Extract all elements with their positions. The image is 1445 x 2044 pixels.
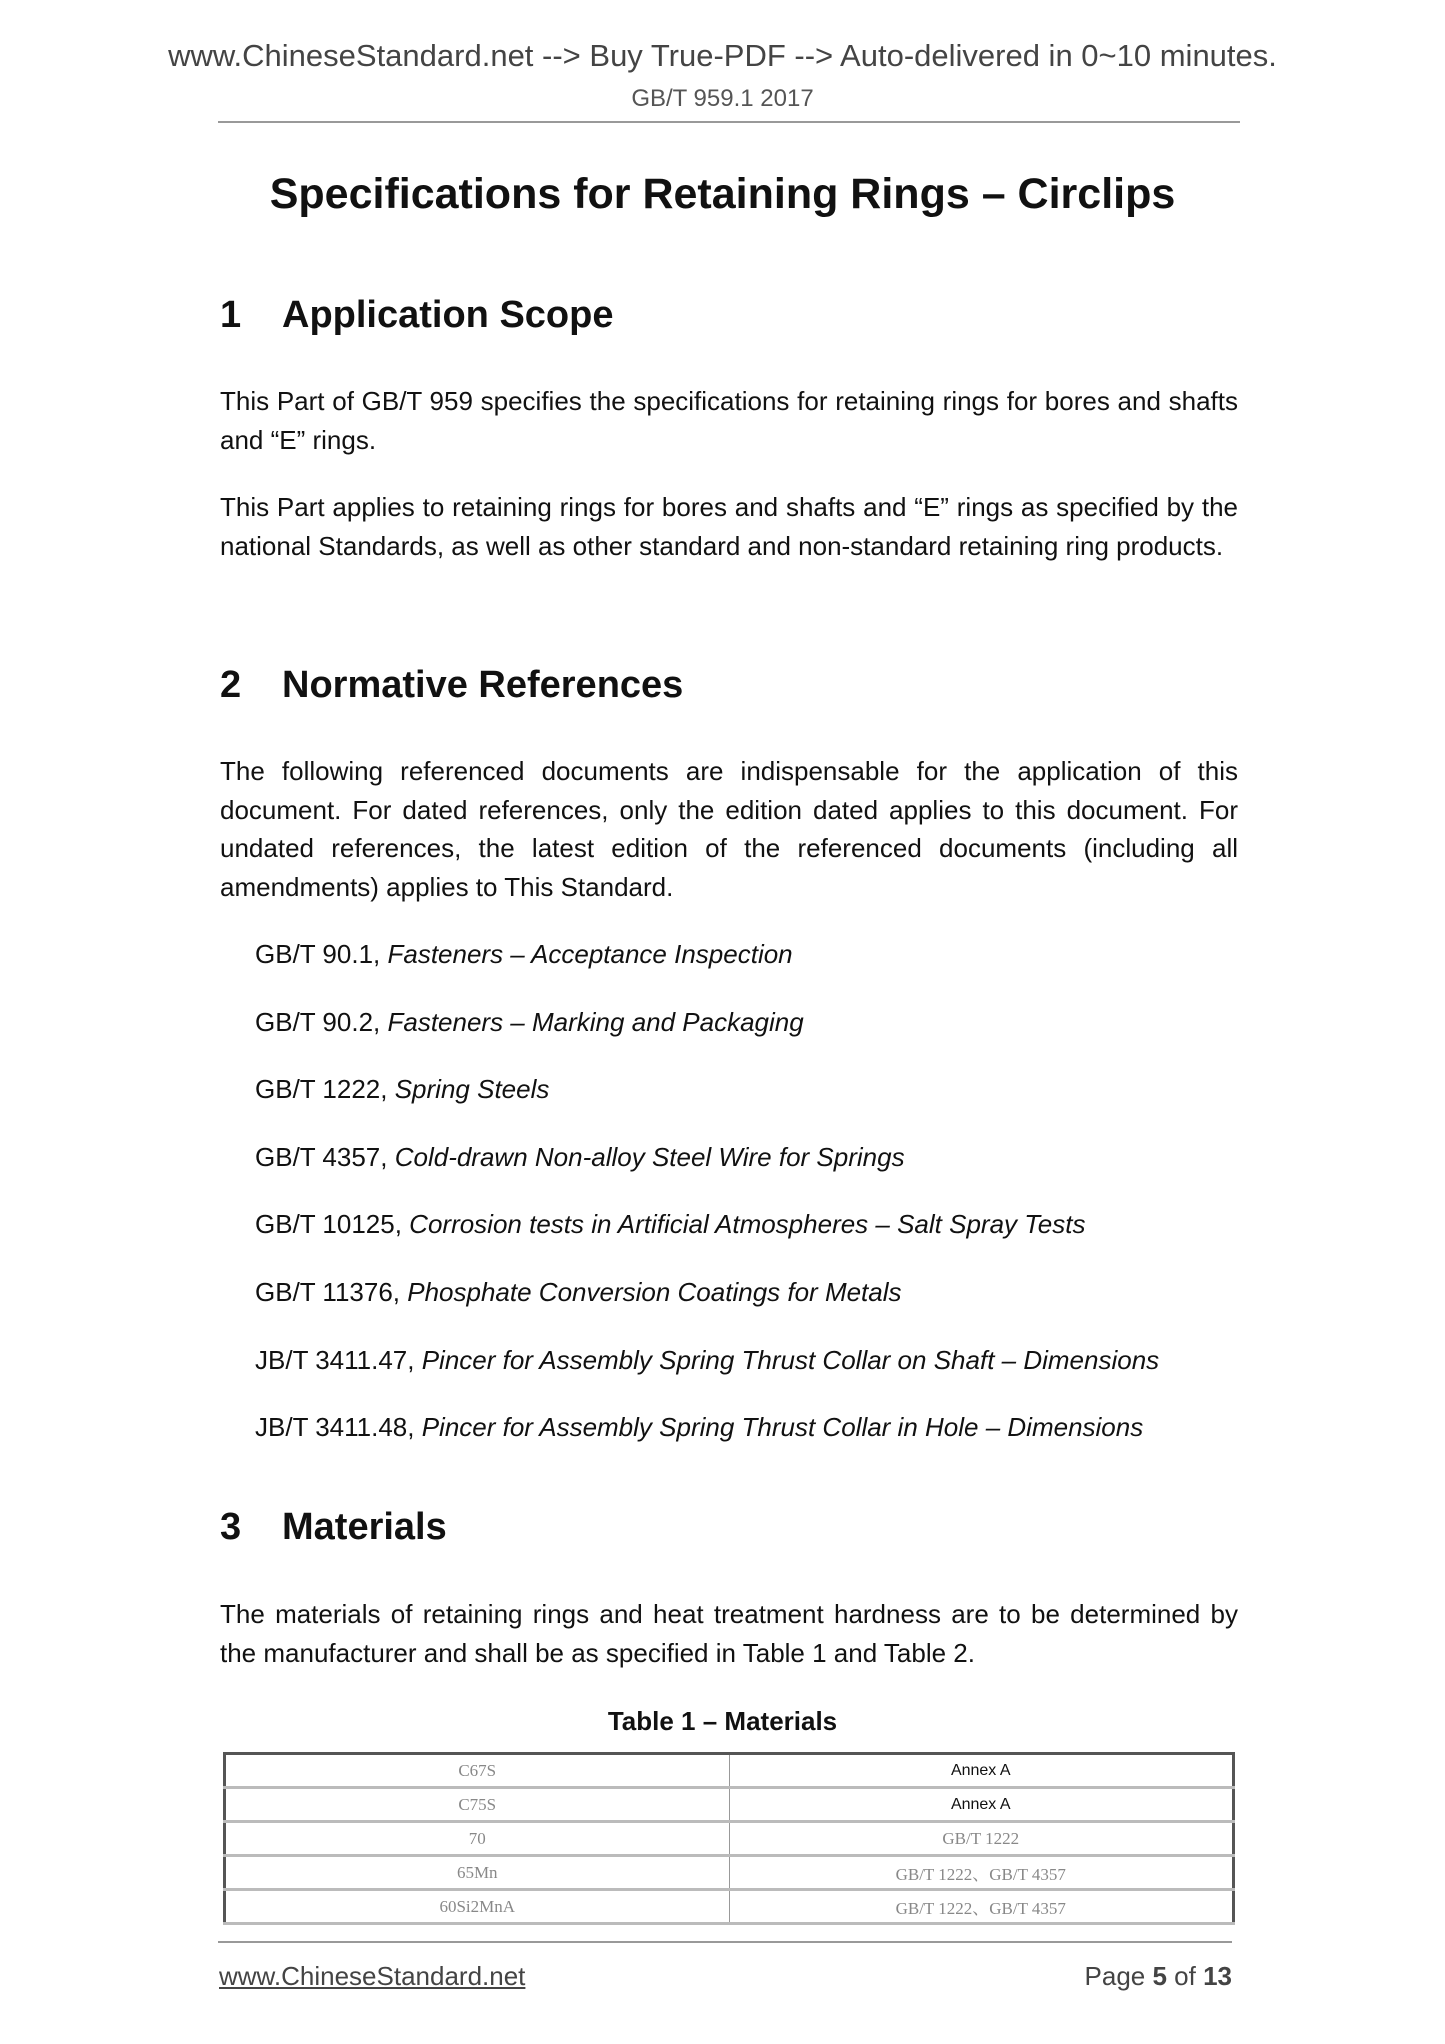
header-banner: www.ChineseStandard.net --> Buy True-PDF --> Auto-delivered in 0~10 minutes.	[168, 38, 1277, 73]
reference-item	[255, 1072, 549, 1106]
section-heading-1	[220, 292, 613, 338]
material-grade-cell: 70	[225, 1822, 730, 1856]
standard-cell: GB/T 1222、GB/T 4357	[729, 1856, 1234, 1890]
footer-site-link[interactable]: www.ChineseStandard.net	[219, 1961, 526, 1991]
section-number: 1	[220, 294, 242, 336]
page-total: 13	[1203, 1961, 1232, 1991]
section-heading-3	[220, 1504, 447, 1550]
reference-title: Fasteners – Acceptance Inspection	[387, 939, 793, 969]
reference-code: GB/T 1222,	[255, 1074, 395, 1105]
page-of: of	[1166, 1961, 1204, 1991]
reference-code: GB/T 90.2,	[255, 1006, 388, 1037]
reference-item	[255, 1343, 1159, 1377]
standard-cell: Annex A	[729, 1788, 1234, 1822]
material-grade-cell: 60Si2MnA	[225, 1890, 730, 1924]
reference-title: Fasteners – Marking and Packaging	[387, 1006, 804, 1037]
material-grade-cell: C67S	[225, 1754, 730, 1788]
reference-code: JB/T 3411.47,	[255, 1344, 422, 1375]
section-title: Application Scope	[282, 294, 614, 336]
paragraph: This Part of GB/T 959 specifies the specifications for retaining rings for bores and shafts and “E” rings.	[220, 386, 1238, 455]
paragraph: The materials of retaining rings and heat treatment hardness are to be determined by the manufacturer and shall be as specified in Table 1 and Table 2.	[220, 1599, 1238, 1668]
materials-table	[223, 1752, 1235, 1925]
page-prefix: Page	[1084, 1961, 1153, 1991]
reference-code: GB/T 90.1,	[255, 939, 388, 969]
section-title: Normative References	[282, 664, 684, 706]
table-row	[225, 1754, 1234, 1788]
reference-code: GB/T 4357,	[255, 1141, 395, 1172]
reference-item	[255, 1207, 1085, 1241]
standard-cell: GB/T 1222	[729, 1822, 1234, 1856]
table-row	[225, 1856, 1234, 1890]
reference-title: Pincer for Assembly Spring Thrust Collar in Hole – Dimensions	[421, 1412, 1144, 1443]
reference-item	[255, 1140, 905, 1174]
page-number: 5	[1152, 1961, 1167, 1991]
material-grade-cell: C75S	[225, 1788, 730, 1822]
header-divider	[218, 121, 1240, 123]
section-number: 3	[220, 1506, 242, 1548]
material-grade-cell: 65Mn	[225, 1856, 730, 1890]
footer-link[interactable]	[219, 1958, 525, 1994]
reference-item	[255, 937, 793, 971]
reference-title: Corrosion tests in Artificial Atmospheres – Salt Spray Tests	[409, 1209, 1086, 1240]
standard-number: GB/T 959.1 2017	[631, 85, 814, 112]
section-title: Materials	[282, 1506, 447, 1548]
table-caption: Table 1 – Materials	[607, 1706, 838, 1736]
reference-item	[255, 1275, 902, 1309]
standard-cell: Annex A	[729, 1754, 1234, 1788]
reference-title: Spring Steels	[394, 1074, 550, 1105]
reference-title: Cold-drawn Non-alloy Steel Wire for Springs	[394, 1141, 905, 1172]
table-row	[225, 1890, 1234, 1924]
section-number: 2	[220, 664, 242, 706]
reference-code: JB/T 3411.48,	[255, 1412, 422, 1443]
paragraph: The following referenced documents are indispensable for the application of this document. For dated references, only the edition dated applies to this document. For undated references, the latest edition of the referenced documents (including all amendments) applies to This Standard.	[220, 756, 1238, 902]
table-row	[225, 1822, 1234, 1856]
section-heading-2	[220, 662, 683, 708]
page-indicator	[1085, 1958, 1232, 1994]
page-title: Specifications for Retaining Rings – Circlips	[269, 170, 1176, 218]
footer-divider	[218, 1941, 1232, 1943]
reference-title: Pincer for Assembly Spring Thrust Collar on Shaft – Dimensions	[421, 1344, 1160, 1375]
reference-code: GB/T 11376,	[255, 1277, 408, 1307]
reference-code: GB/T 10125,	[255, 1209, 410, 1240]
standard-cell: GB/T 1222、GB/T 4357	[729, 1890, 1234, 1924]
reference-title: Phosphate Conversion Coatings for Metals	[407, 1277, 902, 1307]
table-row	[225, 1788, 1234, 1822]
reference-item	[255, 1005, 804, 1039]
paragraph: This Part applies to retaining rings for bores and shafts and “E” rings as specified by the national Standards, as well as other standard and non-standard retaining ring products.	[220, 492, 1238, 561]
reference-item	[255, 1410, 1143, 1444]
